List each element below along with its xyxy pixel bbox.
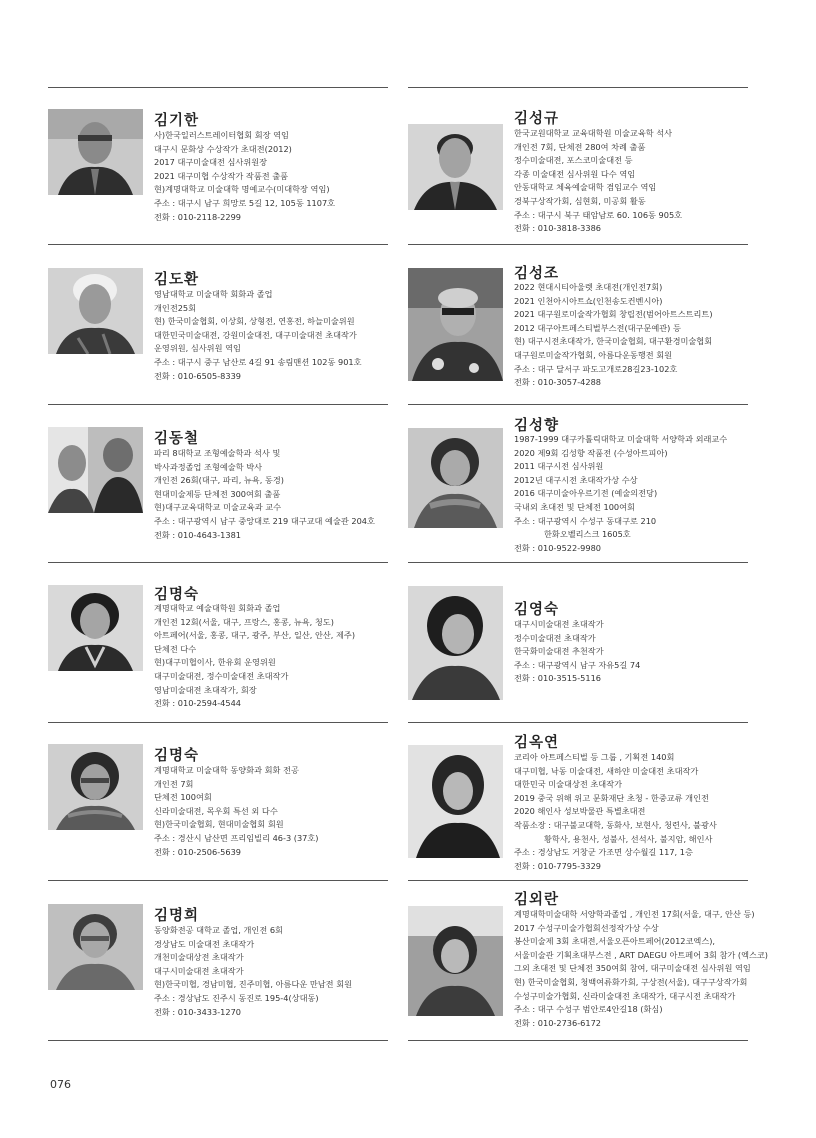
artist-bio xyxy=(514,433,754,555)
bio-line: 주소 : 대구 수성구 범안로4안길18 (화심) xyxy=(514,1004,663,1015)
divider xyxy=(48,244,388,245)
bio-line: 2019 중국 위해 위고 문화재단 초청 - 한중교류 개인전 xyxy=(514,792,709,803)
portrait-photo xyxy=(408,586,503,700)
bio-line: 그외 초대전 및 단체전 350여회 참여, 대구미술대전 심사위원 역임 xyxy=(514,963,751,974)
bio-line: 대구원로미술작가협회, 아름다운동행전 회원 xyxy=(514,349,673,360)
portrait-photo xyxy=(48,585,143,671)
artist-name: 김동철 xyxy=(154,431,200,447)
bio-line: 각종 미술대전 심사위원 다수 역임 xyxy=(514,168,636,179)
bio-line: 파리 8대학교 조형예술학과 석사 및 xyxy=(154,448,281,458)
bio-line: 2011 대구시전 심사위원 xyxy=(514,461,604,472)
bio-line: 주소 : 대구광역시 남구 중앙대로 219 대구교대 예술관 204호 xyxy=(154,515,375,526)
artist-name: 김성규 xyxy=(514,111,560,127)
bio-line: 수성구미술가협회, 신라미술대전 초대작가, 대구시전 초대작가 xyxy=(514,990,736,1001)
bio-line: 한국화미술대전 추천작가 xyxy=(514,646,604,657)
bio-line: 대구시미술대전 초대작가 xyxy=(514,619,604,629)
artist-bio xyxy=(514,908,768,1030)
portrait-photo xyxy=(408,745,503,858)
divider xyxy=(48,880,388,881)
bio-line: 경상남도 미술대전 초대작가 xyxy=(154,938,255,949)
artist-name: 김명희 xyxy=(154,908,200,924)
bio-line: 정수미술대전, 포스코미술대전 등 xyxy=(514,155,633,166)
bio-line: 2017 수성구미술가협회선정작가상 수상 xyxy=(514,922,659,933)
bio-line: 주소 : 대구광역시 수성구 동대구로 210 xyxy=(514,515,657,526)
bio-line: 서울미술관 기획초대부스전 , ART DAEGU 아트페어 3회 참가 (엑스코) xyxy=(514,949,768,960)
artist-name: 김옥연 xyxy=(514,735,560,751)
bio-line: 안동대학교 체육예술대학 겸임교수 역임 xyxy=(514,182,657,193)
artist-bio xyxy=(154,447,394,542)
bio-line: 현) 한국미술협회, 청백여류화가회, 구상전(서울), 대구구상작가회 xyxy=(514,976,748,987)
bio-line: 2017 대구미술대전 심사위원장 xyxy=(154,157,268,168)
bio-line: 대구미술대전, 정수미술대전 초대작가 xyxy=(154,670,289,681)
bio-line: 개인전 12회(서울, 대구, 프랑스, 홍콩, 뉴욕, 청도) xyxy=(154,616,334,627)
bio-line: 현) 대구시전초대작가, 한국미술협회, 대구환경미술협회 xyxy=(514,336,713,347)
portrait-photo xyxy=(408,428,503,528)
bio-line: 아트페어(서울, 홍콩, 대구, 광주, 부산, 일산, 안산, 제주) xyxy=(154,630,356,641)
artist-bio xyxy=(154,602,394,711)
artist-name: 김성향 xyxy=(514,418,560,434)
artist-name: 김도환 xyxy=(154,272,200,288)
divider xyxy=(48,562,388,563)
bio-line: 정수미술대전 초대작가 xyxy=(514,632,596,643)
artist-bio xyxy=(514,281,754,390)
portrait-photo xyxy=(48,109,143,195)
bio-line: 2020 제9회 김성향 작품전 (수성아트피아) xyxy=(514,447,668,458)
divider xyxy=(408,87,748,88)
bio-line: 운영위원, 심사위원 역임 xyxy=(154,343,241,354)
artist-name: 김성조 xyxy=(514,266,560,282)
bio-line: 전화 : 010-4643-1381 xyxy=(154,529,241,540)
bio-line: 계명대학미술대학 서양학과졸업 , 개인전 17회(서울, 대구, 안산 등) xyxy=(514,909,755,919)
portrait-photo xyxy=(48,904,143,990)
bio-line: 대구미협, 낙동 미술대전, 새하얀 미술대전 초대작가 xyxy=(514,765,699,776)
bio-line: 계명대학교 미술대학 동양화과 회화 전공 xyxy=(154,765,299,775)
divider xyxy=(48,1040,388,1041)
bio-line: 경북구상작가회, 심현회, 미공회 활동 xyxy=(514,195,646,206)
artist-name: 김명숙 xyxy=(154,748,200,764)
bio-line: 2012년 대구시전 초대작가상 수상 xyxy=(514,474,638,485)
bio-line: 황학사, 용천사, 성불사, 선석사, 불지암, 해인사 xyxy=(544,833,713,844)
bio-line: 2021 대구미협 수상작가 작품전 출품 xyxy=(154,170,289,181)
bio-line: 개천미술대상전 초대작가 xyxy=(154,952,244,963)
bio-line: 개인전25회 xyxy=(154,302,197,313)
bio-line: 대한민국 미술대상전 초대작가 xyxy=(514,779,623,790)
artist-name: 김외란 xyxy=(514,892,560,908)
bio-line: 개인전 7회, 단체전 280여 차례 출품 xyxy=(514,141,646,152)
bio-line: 2022 현대시티아울렛 초대전(개인전7회) xyxy=(514,282,663,292)
bio-line: 동양화전공 대학교 졸업, 개인전 6회 xyxy=(154,925,283,935)
bio-line: 주소 : 대구시 북구 태암남로 60. 106동 905호 xyxy=(514,209,683,220)
bio-line: 국내외 초대전 및 단체전 100여회 xyxy=(514,501,635,512)
bio-line: 개인전 26회(대구, 파리, 뉴욕, 동경) xyxy=(154,475,284,486)
bio-line: 전화 : 010-2118-2299 xyxy=(154,211,241,222)
bio-line: 주소 : 경상남도 거창군 가조면 상수월길 117, 1층 xyxy=(514,847,693,858)
divider xyxy=(408,880,748,881)
bio-line: 작품소장 : 대구불교대학, 동화사, 보현사, 청련사, 불광사 xyxy=(514,819,717,830)
bio-line: 주소 : 대구광역시 남구 자유5길 74 xyxy=(514,659,641,670)
artist-name: 김기한 xyxy=(154,113,200,129)
bio-line: 한국교원대학교 교육대학원 미술교육학 석사 xyxy=(514,128,673,138)
bio-line: 현)대구교육대학교 미술교육과 교수 xyxy=(154,502,282,513)
bio-line: 주소 : 대구시 중구 남산로 4길 91 송림맨션 102동 901호 xyxy=(154,356,362,367)
bio-line: 전화 : 010-6505-8339 xyxy=(154,370,241,381)
bio-line: 봉산미술제 3회 초대전,서울오픈아트페어(2012코엑스), xyxy=(514,936,716,947)
bio-line: 개인전 7회 xyxy=(154,778,194,789)
portrait-photo xyxy=(48,744,143,830)
divider xyxy=(48,87,388,88)
bio-line: 2012 대구아트페스티벌부스전(대구문예관) 등 xyxy=(514,322,681,333)
divider xyxy=(408,404,748,405)
divider xyxy=(408,244,748,245)
bio-line: 전화 : 010-2594-4544 xyxy=(154,698,241,709)
page-number: 076 xyxy=(50,1078,71,1091)
bio-line: 현) 한국미술협회, 이상회, 상형전, 연홍전, 하늘미술위원 xyxy=(154,316,355,327)
bio-line: 전화 : 010-2506-5639 xyxy=(154,846,241,857)
artist-bio xyxy=(154,288,394,383)
artist-bio xyxy=(154,924,394,1019)
bio-line: 현)대구미협이사, 한유회 운영위원 xyxy=(154,657,276,668)
bio-line: 전화 : 010-3515-5116 xyxy=(514,673,601,684)
bio-line: 박사과정졸업 조형예술학 박사 xyxy=(154,461,263,472)
bio-line: 코리아 아트페스티벌 등 그룹 , 기획전 140회 xyxy=(514,752,675,762)
bio-line: 대구시 문화상 수상작가 초대전(2012) xyxy=(154,143,292,154)
bio-line: 대한민국미술대전, 강원미술대전, 대구미술대전 초대작가 xyxy=(154,329,357,340)
bio-line: 전화 : 010-7795-3329 xyxy=(514,860,601,871)
artist-bio xyxy=(514,751,754,873)
bio-line: 사)한국일러스트레이터협회 회장 역임 xyxy=(154,130,289,140)
portrait-photo xyxy=(408,124,503,210)
bio-line: 주소 : 경산시 남산면 프리임빌리 46-3 (37호) xyxy=(154,832,319,843)
bio-line: 2016 대구미술아우르기전 (예술의전당) xyxy=(514,488,658,499)
divider xyxy=(408,1040,748,1041)
portrait-photo xyxy=(48,268,143,354)
bio-line: 한화오벨리스크 1605호 xyxy=(544,529,631,540)
bio-line: 현)계명대학교 미술대학 명예교수(미대학장 역임) xyxy=(154,184,330,195)
portrait-photo xyxy=(408,268,503,381)
portrait-photo xyxy=(408,906,503,1016)
artist-bio xyxy=(514,127,754,236)
bio-line: 전화 : 010-3818-3386 xyxy=(514,223,601,234)
artist-name: 김명숙 xyxy=(154,587,200,603)
artist-name: 김영숙 xyxy=(514,602,560,618)
portrait-photo xyxy=(48,427,143,513)
bio-line: 전화 : 010-3433-1270 xyxy=(154,1006,241,1017)
bio-line: 현)한국미술협회, 현대미술협회 회원 xyxy=(154,819,284,830)
bio-line: 계명대학교 예술대학원 회화과 졸업 xyxy=(154,603,281,613)
divider xyxy=(48,404,388,405)
bio-line: 전화 : 010-9522-9980 xyxy=(514,542,601,553)
bio-line: 현대미술제등 단체전 300여회 출품 xyxy=(154,488,281,499)
divider xyxy=(48,722,388,723)
bio-line: 주소 : 대구시 남구 희망로 5길 12, 105동 1107호 xyxy=(154,197,336,208)
artist-bio xyxy=(514,618,754,686)
divider xyxy=(408,562,748,563)
bio-line: 주소 : 대구 달서구 파도고개로28길23-102호 xyxy=(514,363,678,374)
bio-line: 2021 인천아시아트쇼(인천송도컨벤시아) xyxy=(514,295,663,306)
bio-line: 영남대학교 미술대학 회화과 졸업 xyxy=(154,289,273,299)
bio-line: 단체전 100여회 xyxy=(154,792,212,803)
bio-line: 2020 해인사 성보박물관 특별초대전 xyxy=(514,806,646,817)
bio-line: 신라미술대전, 목우회 특선 외 다수 xyxy=(154,805,278,816)
bio-line: 영남미술대전 초대작가, 회장 xyxy=(154,684,257,695)
bio-line: 전화 : 010-2736-6172 xyxy=(514,1017,601,1028)
artist-bio xyxy=(154,764,394,859)
bio-line: 단체전 다수 xyxy=(154,643,197,654)
artist-bio xyxy=(154,129,394,224)
bio-line: 주소 : 경상남도 진주시 동진로 195-4(상대동) xyxy=(154,992,319,1003)
bio-line: 2021 대구원로미술작가협회 창립전(범어아트스트리트) xyxy=(514,309,713,320)
bio-line: 대구시미술대전 초대작가 xyxy=(154,965,244,976)
bio-line: 전화 : 010-3057-4288 xyxy=(514,377,601,388)
bio-line: 1987-1999 대구카톨릭대학교 미술대학 서양학과 외래교수 xyxy=(514,434,728,444)
divider xyxy=(408,722,748,723)
bio-line: 현)한국미협, 경남미협, 진주미협, 아름다운 만남전 회원 xyxy=(154,979,353,990)
